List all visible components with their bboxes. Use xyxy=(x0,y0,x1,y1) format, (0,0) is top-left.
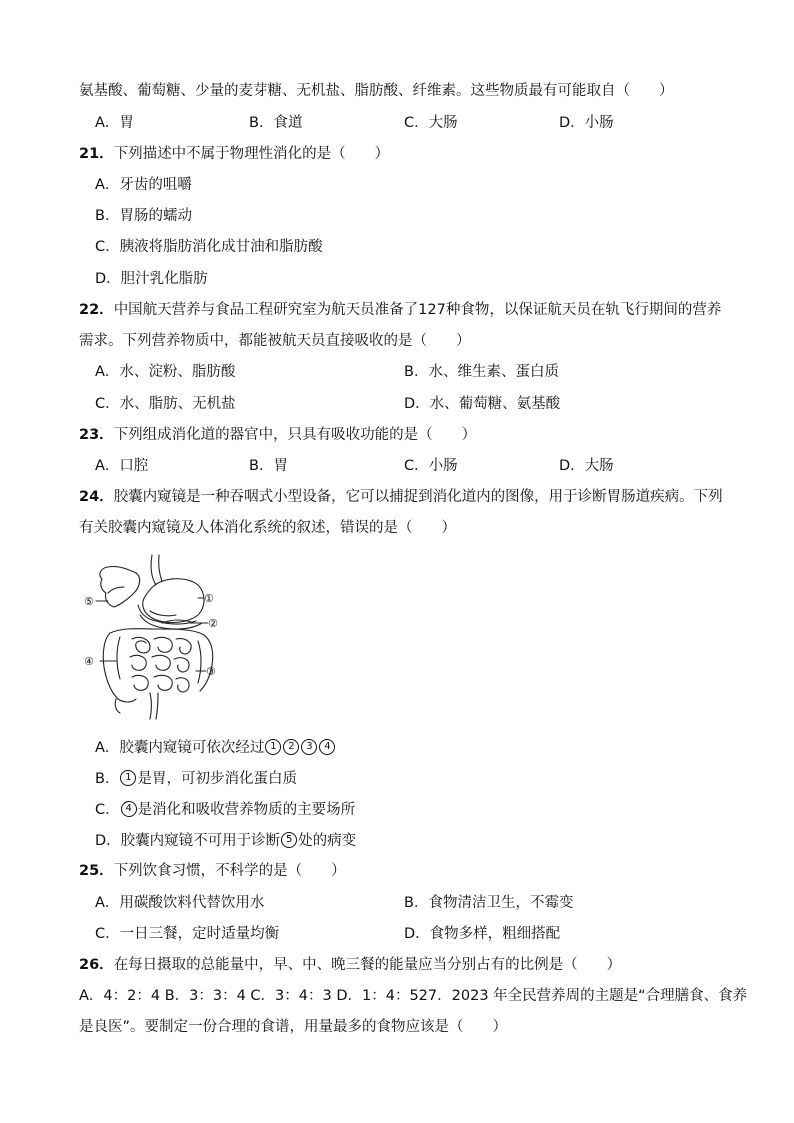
figure-label-5: ⑤ xyxy=(84,595,94,608)
q23-stem: 下列组成消化道的器官中，只具有吸收功能的是（ ） xyxy=(113,427,477,443)
q25-option-a[interactable]: A．用碳酸饮料代替饮用水 xyxy=(95,895,265,911)
q25-number: 25． xyxy=(79,863,114,879)
q22-stem-line2: 需求。下列营养物质中，都能被航天员直接吸收的是（ ） xyxy=(79,333,471,349)
q26-stem: 在每日摄取的总能量中，早、中、晚三餐的能量应当分别占有的比例是（ ） xyxy=(113,957,622,973)
q26-number: 26． xyxy=(79,957,114,973)
circled-number-4: 4 xyxy=(121,801,137,817)
q22-stem-line1: 中国航天营养与食品工程研究室为航天员准备了127种食物，以保证航天员在轨飞行期间的营养 xyxy=(113,302,722,318)
circled-number-4: 4 xyxy=(319,739,335,755)
q20-option-b[interactable]: B．食道 xyxy=(249,115,303,131)
q25-option-c[interactable]: C．一日三餐，定时适量均衡 xyxy=(95,926,280,942)
q22-number: 22． xyxy=(79,302,114,318)
q24-stem-line1: 胶囊内窥镜是一种吞咽式小型设备，它可以捕捉到消化道内的图像，用于诊断胃肠道疾病。下列 xyxy=(113,489,723,505)
q24-option-d[interactable] xyxy=(95,833,356,849)
q20-option-c[interactable]: C．大肠 xyxy=(404,115,458,131)
q24-number: 24． xyxy=(79,489,114,505)
q22-option-d[interactable]: D．水、葡萄糖、氨基酸 xyxy=(404,396,561,412)
q25-option-b[interactable]: B．食物清洁卫生，不霉变 xyxy=(404,895,574,911)
q22-option-c[interactable]: C．水、脂肪、无机盐 xyxy=(95,396,236,412)
q25-stem: 下列饮食习惯，不科学的是（ ） xyxy=(113,863,346,879)
q22-question xyxy=(79,303,721,318)
figure-label-2: ② xyxy=(208,617,218,630)
q24-option-c-letter: C． xyxy=(95,802,120,818)
q26-options-and-q27-start: A．4：2：4 B．3：3：4 C．3：4：3 D．1：4：527．2023 年全民营养周的主题是“合理膳食、食养 xyxy=(79,988,748,1004)
q20-stem: 氨基酸、葡萄糖、少量的麦芽糖、无机盐、脂肪酸、纤维素。这些物质最有可能取自（ ） xyxy=(79,83,674,99)
q24-option-c[interactable] xyxy=(95,802,355,818)
q24-option-b-text: 是胃，可初步消化蛋白质 xyxy=(137,771,297,787)
q21-stem: 下列描述中不属于物理性消化的是（ ） xyxy=(113,146,390,162)
q24-option-d-tail: 处的病变 xyxy=(298,833,357,849)
figure-label-3: ③ xyxy=(206,665,216,678)
q21-option-b[interactable]: B．胃肠的蠕动 xyxy=(95,208,192,224)
circled-number-1: 1 xyxy=(265,739,281,755)
circled-number-5: 5 xyxy=(281,832,297,848)
q21-option-a[interactable]: A．牙齿的咀嚼 xyxy=(95,177,192,193)
q22-option-b[interactable]: B．水、维生素、蛋白质 xyxy=(404,364,559,380)
esophagus-shape xyxy=(151,555,156,585)
q26-question xyxy=(79,958,621,973)
q23-option-a[interactable]: A．口腔 xyxy=(95,458,149,474)
q20-option-d[interactable]: D．小肠 xyxy=(559,115,614,131)
figure-label-1: ① xyxy=(204,592,214,605)
q24-option-b-letter: B． xyxy=(95,771,120,787)
figure-label-4: ④ xyxy=(84,655,94,668)
circled-number-2: 2 xyxy=(283,739,299,755)
q21-option-c[interactable]: C．胰液将脂肪消化成甘油和脂肪酸 xyxy=(95,239,323,255)
small-intestine-shape xyxy=(132,637,150,653)
q24-option-c-text: 是消化和吸收营养物质的主要场所 xyxy=(137,802,356,818)
q24-option-a[interactable] xyxy=(95,740,336,756)
circled-number-3: 3 xyxy=(301,739,317,755)
q25-question xyxy=(79,864,346,879)
circled-number-1: 1 xyxy=(120,770,136,786)
q21-number: 21． xyxy=(79,146,114,162)
q23-option-d[interactable]: D．大肠 xyxy=(559,458,614,474)
q23-option-c[interactable]: C．小肠 xyxy=(404,458,458,474)
q23-question xyxy=(79,428,476,443)
q25-option-d[interactable]: D．食物多样，粗细搭配 xyxy=(404,926,561,942)
q24-option-d-text: D．胶囊内窥镜不可用于诊断 xyxy=(95,833,281,849)
digestive-system-diagram xyxy=(80,553,230,723)
q24-stem-line2: 有关胶囊内窥镜及人体消化系统的叙述，错误的是（ ） xyxy=(79,520,456,536)
large-intestine-shape xyxy=(103,633,136,702)
q24-option-b[interactable] xyxy=(95,771,297,787)
q21-question xyxy=(79,147,389,162)
q20-option-a[interactable]: A．胃 xyxy=(95,115,134,131)
q23-number: 23． xyxy=(79,427,114,443)
q24-option-a-text: A．胶囊内窥镜可依次经过 xyxy=(95,740,265,756)
q22-option-a[interactable]: A．水、淀粉、脂肪酸 xyxy=(95,364,236,380)
q24-question xyxy=(79,490,723,505)
q21-option-d[interactable]: D．胆汁乳化脂肪 xyxy=(95,271,208,287)
q27-stem-line2: 是良医”。要制定一份合理的食谱，用量最多的食物应该是（ ） xyxy=(79,1019,508,1035)
q23-option-b[interactable]: B．胃 xyxy=(249,458,288,474)
